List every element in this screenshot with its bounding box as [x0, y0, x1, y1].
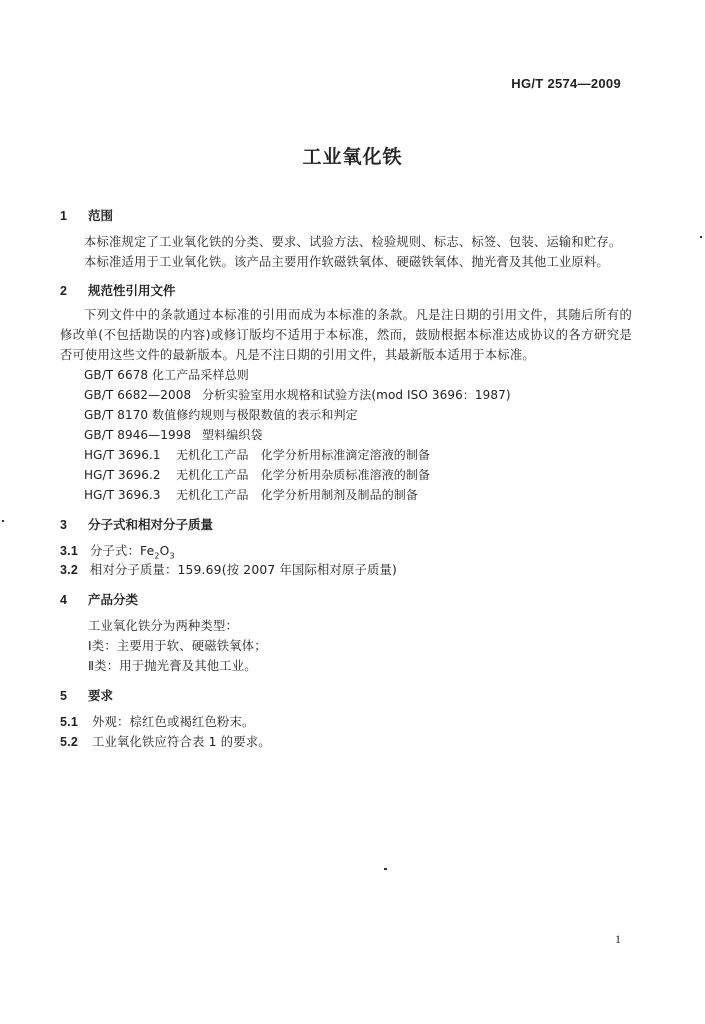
clause-number: 5.1	[60, 715, 78, 729]
reference-code: GB/T 8946—1998	[84, 428, 192, 442]
reference-code: HG/T 3696.3	[84, 488, 161, 502]
classification-line: Ⅰ类：主要用于软、硬磁铁氧体；	[88, 639, 267, 653]
section-number: 1	[60, 209, 67, 223]
section-4-heading	[60, 589, 138, 608]
standard-code: HG/T 2574—2009	[511, 76, 621, 91]
reference-item	[84, 486, 418, 503]
formula-subscript: 2	[154, 551, 160, 561]
clause-number: 5.2	[60, 735, 78, 749]
scan-speck	[700, 236, 702, 238]
reference-item	[84, 466, 430, 483]
classification-line: Ⅱ类：用于抛光膏及其他工业。	[88, 659, 257, 673]
document-title: 工业氧化铁	[302, 146, 403, 168]
scope-paragraph-1: 本标准规定了工业氧化铁的分类、要求、试验方法、检验规则、标志、标签、包装、运输和贮存。	[84, 235, 622, 249]
page-number: 1	[615, 932, 621, 946]
reference-item	[84, 386, 511, 403]
molecular-mass-line	[60, 560, 397, 578]
section-number: 3	[60, 518, 67, 532]
section-title: 规范性引用文件	[88, 283, 176, 298]
reference-item	[84, 406, 358, 423]
section-number: 2	[60, 284, 67, 298]
section-2-heading	[60, 280, 176, 299]
requirement-line	[60, 712, 254, 730]
reference-title: 化工产品采样总则	[152, 368, 249, 382]
reference-item	[84, 446, 430, 463]
reference-title: 塑料编织袋	[202, 428, 263, 442]
section-5-heading	[60, 685, 113, 704]
reference-code: GB/T 6678	[84, 368, 149, 382]
reference-title: 分析实验室用水规格和试验方法(mod ISO 3696：1987)	[202, 388, 511, 402]
section-title: 产品分类	[88, 592, 139, 607]
section-number: 4	[60, 593, 67, 607]
reference-code: HG/T 3696.2	[84, 468, 161, 482]
scan-speck	[384, 868, 387, 870]
section-title: 要求	[88, 688, 114, 703]
references-intro-paragraph: 下列文件中的条款通过本标准的引用而成为本标准的条款。凡是注日期的引用文件，其随后所有的修改单(不包括勘误的内容)或修订版均不适用于本标准，然而，鼓励根据本标准达成协议的各方研究是否可使用这些文件的最新版本。凡是不注日期的引用文件，其最新版本适用于本标准。	[60, 308, 632, 362]
section-title: 分子式和相对分子质量	[88, 517, 214, 532]
clause-number: 3.2	[60, 563, 78, 577]
requirement-line	[60, 732, 271, 750]
formula-label: 分子式：Fe	[90, 544, 155, 558]
clause-number: 3.1	[60, 544, 78, 558]
formula-subscript: 3	[169, 551, 175, 561]
section-number: 5	[60, 689, 67, 703]
reference-item	[84, 366, 249, 383]
clause-text: 相对分子质量：159.69(按 2007 年国际相对原子质量)	[90, 563, 397, 577]
formula-line	[60, 541, 175, 560]
reference-title: 无机化工产品 化学分析用杂质标准溶液的制备	[176, 468, 431, 482]
reference-title: 无机化工产品 化学分析用制剂及制品的制备	[176, 488, 419, 502]
section-3-heading	[60, 514, 213, 533]
formula-element: O	[159, 544, 170, 558]
section-title: 范围	[88, 208, 114, 223]
clause-text: 外观：棕红色或褐红色粉末。	[92, 715, 255, 729]
reference-title: 数值修约规则与极限数值的表示和判定	[152, 408, 358, 422]
clause-text: 工业氧化铁应符合表 1 的要求。	[92, 735, 271, 749]
classification-line: 工业氧化铁分为两种类型：	[88, 619, 238, 633]
reference-code: GB/T 8170	[84, 408, 149, 422]
section-1-heading	[60, 205, 113, 224]
reference-title: 无机化工产品 化学分析用标准滴定溶液的制备	[176, 448, 431, 462]
reference-item	[84, 426, 263, 443]
scope-paragraph-2: 本标准适用于工业氧化铁。该产品主要用作软磁铁氧体、硬磁铁氧体、抛光膏及其他工业原料。	[84, 255, 609, 269]
reference-code: GB/T 6682—2008	[84, 388, 192, 402]
scan-speck	[2, 520, 4, 522]
reference-code: HG/T 3696.1	[84, 448, 161, 462]
